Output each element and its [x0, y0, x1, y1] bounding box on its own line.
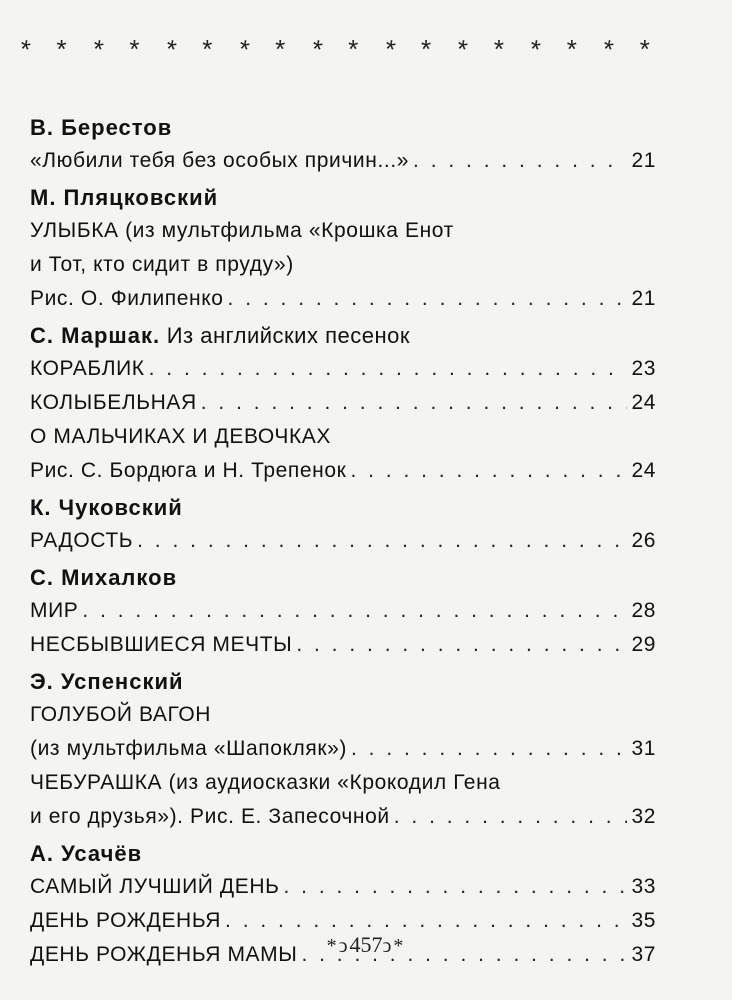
toc-entry-line: [30, 594, 656, 628]
toc-entry-line: [30, 454, 656, 488]
entry-title: НЕСБЫВШИЕСЯ МЕЧТЫ: [30, 633, 293, 656]
table-of-contents: [30, 112, 656, 976]
toc-entry-line: [30, 524, 656, 558]
dot-leader: [413, 144, 627, 178]
toc-entry-line: [30, 214, 656, 248]
star-icon: *: [56, 34, 67, 64]
star-icon: *: [17, 33, 33, 65]
entry-title: и его друзья»). Рис. Е. Запесочной: [30, 805, 390, 828]
toc-entry-line: [30, 420, 656, 454]
star-icon: *: [493, 34, 505, 64]
entry-page-number: 26: [631, 529, 656, 552]
entry-page-number: 37: [631, 943, 656, 966]
author-heading: [30, 838, 656, 870]
author-heading: [30, 182, 656, 214]
author-heading: [30, 320, 656, 352]
page-number: 457: [349, 932, 383, 957]
entry-page-number: 24: [631, 391, 656, 414]
star-icon: *: [566, 34, 577, 64]
author-name: А. Усачёв: [30, 841, 143, 866]
entry-title: О МАЛЬЧИКАХ И ДЕВОЧКАХ: [30, 425, 332, 448]
toc-entry-line: [30, 144, 656, 178]
entry-title: КОЛЫБЕЛЬНАЯ: [30, 391, 197, 414]
entry-page-number: 35: [631, 909, 656, 932]
entry-title: ДЕНЬ РОЖДЕНЬЯ МАМЫ: [30, 943, 298, 966]
star-icon: *: [600, 33, 616, 65]
author-name: М. Пляцковский: [30, 185, 219, 210]
footer-ornament-right-icon: ↄ*: [382, 935, 406, 957]
toc-entry-line: [30, 766, 656, 800]
entry-title: КОРАБЛИК: [30, 357, 145, 380]
star-icon: *: [454, 33, 471, 65]
star-icon: *: [275, 34, 286, 64]
entry-page-number: 33: [631, 875, 656, 898]
entry-page-number: 21: [631, 149, 656, 172]
author-heading: [30, 492, 656, 524]
toc-entry-line: [30, 732, 656, 766]
entry-page-number: 29: [631, 633, 656, 656]
entry-title: (из мультфильма «Шапокляк»): [30, 737, 347, 760]
entry-page-number: 28: [631, 599, 656, 622]
dot-leader: [201, 386, 628, 420]
author-heading: [30, 666, 656, 698]
entry-page-number: 32: [631, 805, 656, 828]
dot-leader: [137, 524, 627, 558]
star-icon: *: [129, 34, 140, 64]
entry-title: САМЫЙ ЛУЧШИЙ ДЕНЬ: [30, 875, 280, 898]
entry-title: Рис. С. Бордюга и Н. Трепенок: [30, 459, 347, 482]
page-footer: [0, 932, 732, 958]
star-icon: *: [527, 33, 543, 65]
dot-leader: [284, 870, 628, 904]
entry-page-number: 31: [631, 737, 656, 760]
author-heading: [30, 112, 656, 144]
entry-title: и Тот, кто сидит в пруду»): [30, 253, 294, 276]
toc-entry-line: [30, 698, 656, 732]
star-icon: *: [163, 33, 179, 65]
star-icon: *: [90, 33, 106, 65]
entry-title: ЧЕБУРАШКА (из аудиосказки «Крокодил Гена: [30, 771, 501, 794]
entry-title: РАДОСТЬ: [30, 529, 134, 552]
dot-leader: [394, 800, 628, 834]
star-border: [17, 33, 650, 65]
star-icon: *: [639, 34, 650, 64]
entry-title: Рис. О. Филипенко: [30, 287, 224, 310]
entry-page-number: 23: [631, 357, 656, 380]
star-icon: *: [236, 33, 252, 65]
toc-entry-line: [30, 628, 656, 662]
star-icon: *: [202, 34, 213, 64]
entry-title: «Любили тебя без особых причин...»: [30, 149, 410, 172]
star-icon: *: [348, 34, 359, 64]
star-icon: *: [382, 33, 398, 65]
entry-title: ГОЛУБОЙ ВАГОН: [30, 703, 212, 726]
toc-entry-line: [30, 248, 656, 282]
toc-entry-line: [30, 282, 656, 316]
dot-leader: [228, 282, 628, 316]
toc-entry-line: [30, 386, 656, 420]
toc-entry-line: [30, 870, 656, 904]
entry-page-number: 24: [631, 459, 656, 482]
star-icon: *: [309, 33, 325, 65]
author-name: С. Маршак.: [30, 323, 161, 348]
entry-title: МИР: [30, 599, 79, 622]
footer-ornament-left-icon: *ↄ: [326, 935, 350, 957]
entry-title: ДЕНЬ РОЖДЕНЬЯ: [30, 909, 222, 932]
author-name: Э. Успенский: [30, 669, 184, 694]
entry-title: УЛЫБКА (из мультфильма «Крошка Енот: [30, 219, 454, 242]
dot-leader: [82, 594, 627, 628]
toc-entry-line: [30, 352, 656, 386]
author-subtitle: Из английских песенок: [160, 323, 410, 348]
star-icon: *: [420, 34, 432, 64]
dot-leader: [149, 352, 628, 386]
dot-leader: [351, 732, 627, 766]
dot-leader: [296, 628, 627, 662]
dot-leader: [350, 454, 627, 488]
entry-page-number: 21: [631, 287, 656, 310]
author-heading: [30, 562, 656, 594]
author-name: К. Чуковский: [30, 495, 183, 520]
author-name: С. Михалков: [30, 565, 178, 590]
toc-entry-line: [30, 800, 656, 834]
author-name: В. Берестов: [30, 115, 173, 140]
